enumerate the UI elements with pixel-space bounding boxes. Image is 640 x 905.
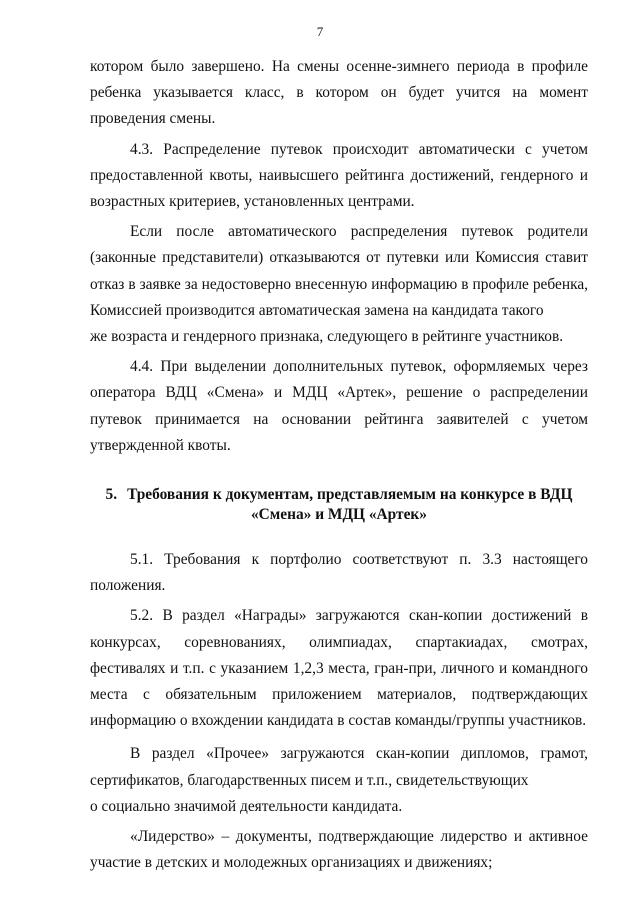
section-5-heading — [90, 485, 588, 525]
section-5-title-part1: Требования к документам, представляемым на конкурсе в ВДЦ — [127, 486, 573, 504]
paragraph-replacement: Если после автоматического распределения путевок родители (законные представители) отказываются от путевки или Комиссия ставит отказ в заявке за недостоверно внесенную информацию в профиле ребенка, Комиссией производится автоматическая замена на кандидата такого — [90, 223, 588, 319]
section-5-heading-line2: «Смена» и МДЦ «Артек» — [250, 506, 427, 524]
paragraph-other-end: о социально значимой деятельности кандидата. — [90, 797, 403, 815]
paragraph-5-2: 5.2. В раздел «Награды» загружаются скан-копии достижений в конкурсах, соревнованиях, олимпиадах, спартакиадах, смотрах, фестивалях и т.п. с указанием 1,2,3 места, гран-при, личного и командного места с обязательным приложением материалов, подтверждающих информацию о вхождении кандидата в состав команды/группы участников. — [90, 607, 588, 730]
paragraph-4-3: 4.3. Распределение путевок происходит автоматически с учетом предоставленной квоты, наивысшего рейтинга достижений, гендерного и возрастных критериев, установленных центрами. — [90, 140, 588, 211]
paragraph-replacement-end: же возраста и гендерного признака, следующего в рейтинге участников. — [90, 328, 564, 346]
page-number: 7 — [316, 24, 324, 39]
section-5-heading-line1 — [90, 485, 588, 505]
document-body — [90, 54, 588, 876]
paragraph-4-4: 4.4. При выделении дополнительных путевок, оформляемых через оператора ВДЦ «Смена» и МДЦ «Артек», решение о распределении путевок принимается на основании рейтинга заявителей с учетом утвержденной квоты. — [90, 358, 588, 454]
paragraph-leadership: «Лидерство» – документы, подтверждающие лидерство и активное участие в детских и молодежных организациях и движениях; — [90, 828, 588, 872]
paragraph-continuation: котором было завершено. На смены осенне-зимнего периода в профиле ребенка указывается класс, в котором он будет учится на момент проведения смены. — [90, 58, 588, 128]
paragraph-5-1: 5.1. Требования к портфолио соответствуют п. 3.3 настоящего положения. — [90, 551, 588, 595]
paragraph-other: В раздел «Прочее» загружаются скан-копии дипломов, грамот, сертификатов, благодарственных писем и т.п., свидетельствующих — [90, 745, 588, 789]
section-5-number: 5. — [105, 486, 118, 504]
